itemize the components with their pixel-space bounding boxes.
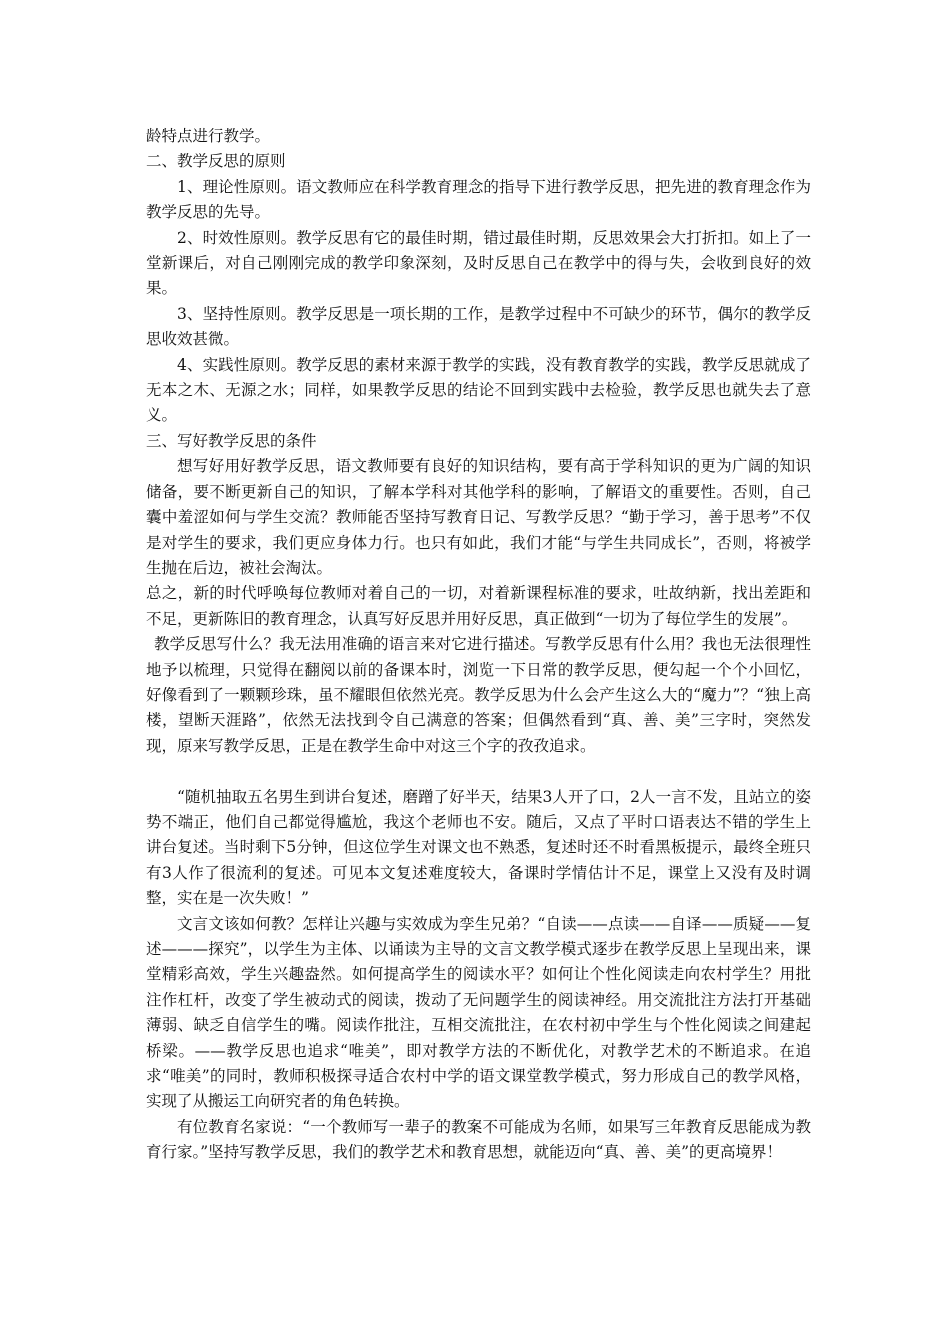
- paragraph-classical-chinese: 文言文该如何教？怎样让兴趣与实效成为孪生兄弟？“自读——点读——自译——质疑——复述———探究”，以学生为主体、以诵读为主导的文言文教学模式逐步在教学反思上呈现出来，课堂精彩高效，学生兴趣盎然。如何提高学生的阅读水平？如何让个性化阅读走向农村学生？用批注作杠杆，改变了学生被动式的阅读，拨动了无问题学生的阅读神经。用交流批注方法打开基础薄弱、缺乏自信学生的嘴。阅读作批注，互相交流批注，在农村初中学生与个性化阅读之间建起桥梁。——教学反思也追求“唯美”，即对教学方法的不断优化，对教学艺术的不断追求。在追求“唯美”的同时，教师积极探寻适合农村中学的语文课堂教学模式，努力形成自己的教学风格，实现了从搬运工向研究者的角色转换。: [146, 914, 811, 1111]
- paragraph-what-to-write: 教学反思写什么？我无法用准确的语言来对它进行描述。写教学反思有什么用？我也无法很理性地予以梳理，只觉得在翻阅以前的备课本时，浏览一下日常的教学反思，便勾起一个个小回忆，好像看到了一颗颗珍珠，虽不耀眼但依然光亮。教学反思为什么会产生这么大的“魔力”？“独上高楼，望断天涯路”，依然无法找到令自己满意的答案；但偶然看到“真、善、美”三字时，突然发现，原来写教学反思，正是在教学生命中对这三个字的孜孜追求。: [146, 635, 811, 755]
- document-body: [146, 124, 811, 1166]
- paragraph-summary: 总之，新的时代呼唤每位教师对着自己的一切，对着新课程标准的要求，吐故纳新，找出差距和不足，更新陈旧的教育理念，认真写好反思并用好反思，真正做到“一切为了每位学生的发展”。: [146, 584, 811, 628]
- paragraph-timeliness-principle: 2、时效性原则。教学反思有它的最佳时期，错过最佳时期，反思效果会大打折扣。如上了一堂新课后，对自己刚刚完成的教学印象深刻，及时反思自己在教学中的得与失，会收到良好的效果。: [146, 228, 811, 298]
- paragraph-knowledge-structure: 想写好用好教学反思，语文教师要有良好的知识结构，要有高于学科知识的更为广阔的知识储备，要不断更新自己的知识，了解本学科对其他学科的影响，了解语文的重要性。否则，自己囊中羞涩如何与学生交流？教师能否坚持写教育日记、写教学反思？“勤于学习，善于思考”不仅是对学生的要求，我们更应身体力行。也只有如此，我们才能“与学生共同成长”，否则，将被学生抛在后边，被社会淘汰。: [146, 457, 811, 577]
- paragraph-persistence-principle: 3、坚持性原则。教学反思是一项长期的工作，是教学过程中不可缺少的环节，偶尔的教学反思收效甚微。: [146, 304, 811, 349]
- paragraph-theory-principle: 1、理论性原则。语文教师应在科学教育理念的指导下进行教学反思，把先进的教育理念作为教学反思的先导。: [146, 177, 811, 222]
- paragraph-conclusion: 有位教育名家说：“一个教师写一辈子的教案不可能成为名师，如果写三年教育反思能成为教育行家。”坚持写教学反思，我们的教学艺术和教育思想，就能迈向“真、善、美”的更高境界！: [146, 1117, 811, 1162]
- section-heading-principles: 二、教学反思的原则: [146, 152, 286, 171]
- blank-line: [146, 759, 811, 784]
- section-heading-conditions: 三、写好教学反思的条件: [146, 431, 317, 450]
- paragraph-quoted-reflection: “随机抽取五名男生到讲台复述，磨蹭了好半天，结果3人开了口，2人一言不发，且站立的姿势不端正，他们自己都觉得尴尬，我这个老师也不安。随后，又点了平时口语表达不错的学生上讲台复述。当时剩下5分钟，但这位学生对课文也不熟悉，复述时还不时看黑板提示，最终全班只有3人作了很流利的复述。可见本文复述难度较大，备课时学情估计不足，课堂上又没有及时调整，实在是一次失败！”: [146, 787, 811, 908]
- paragraph-continuation: 龄特点进行教学。: [146, 127, 271, 145]
- paragraph-practice-principle: 4、实践性原则。教学反思的素材来源于教学的实践，没有教育教学的实践，教学反思就成了无本之木、无源之水；同样，如果教学反思的结论不回到实践中去检验，教学反思也就失去了意义。: [146, 355, 811, 425]
